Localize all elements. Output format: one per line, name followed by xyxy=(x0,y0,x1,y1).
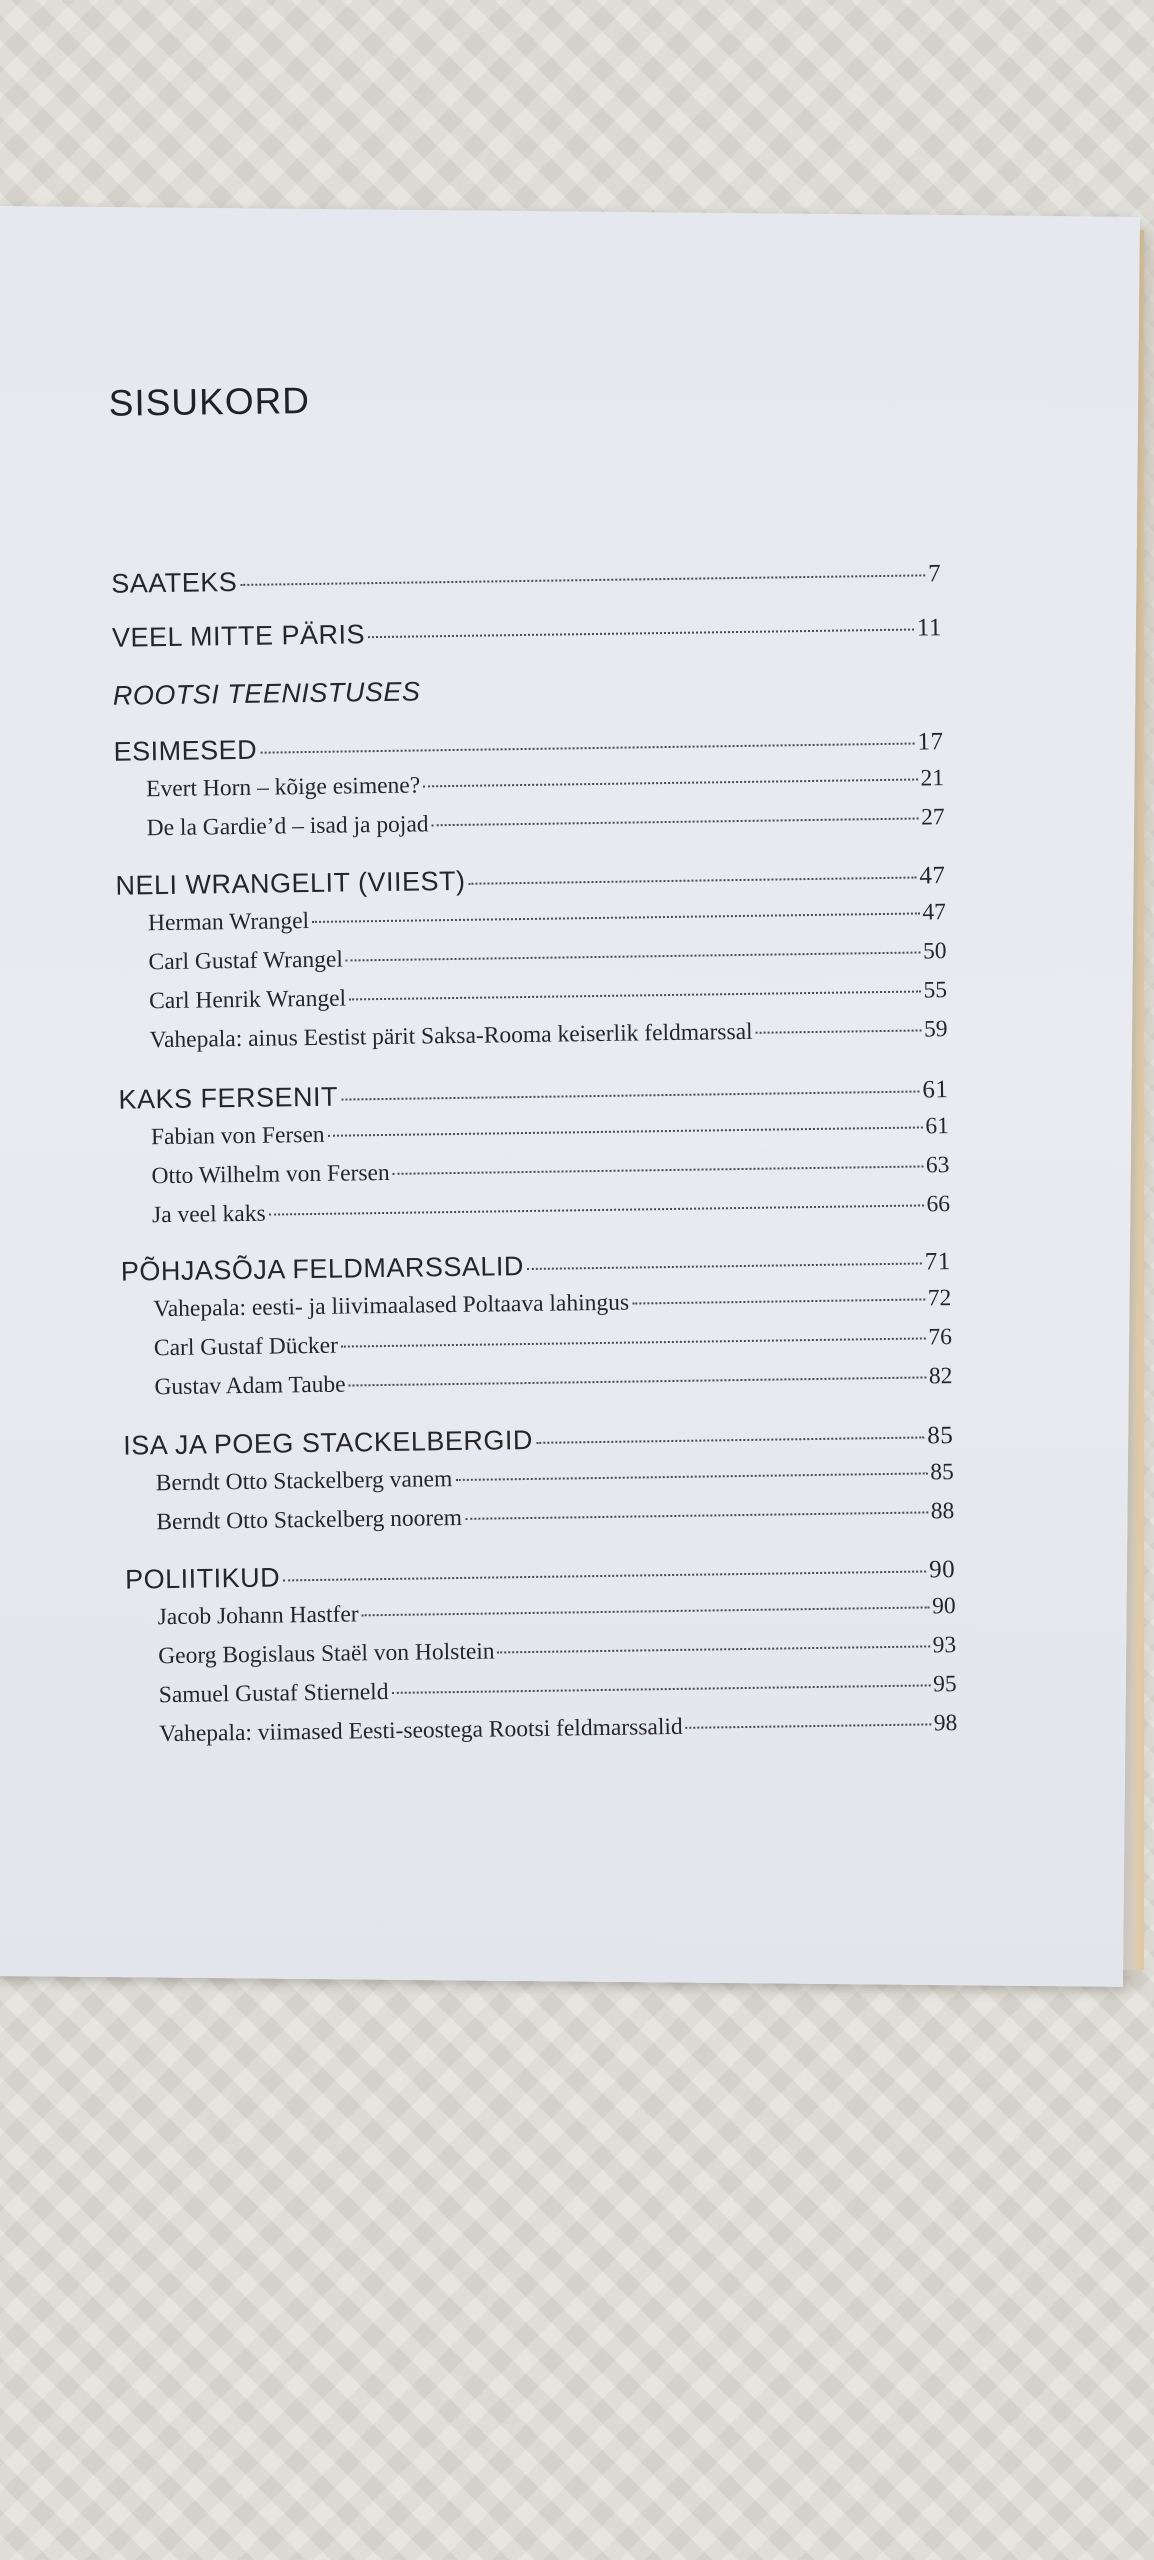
toc-entry-page: 50 xyxy=(922,938,947,965)
toc-entry-label: VEEL MITTE PÄRIS xyxy=(111,619,366,653)
dot-leader xyxy=(455,1472,927,1481)
toc-entry-label: ESIMESED xyxy=(113,734,258,767)
dot-leader xyxy=(341,1091,919,1101)
toc-entry xyxy=(156,1459,954,1497)
section-heading: ROOTSI TEENISTUSES xyxy=(112,676,421,711)
toc-entry-page: 93 xyxy=(932,1632,957,1659)
toc-entry xyxy=(115,859,945,902)
toc-entry-label: POLIITIKUD xyxy=(124,1562,281,1595)
dot-leader xyxy=(341,1337,925,1347)
toc-entry xyxy=(154,1324,952,1362)
toc-entry xyxy=(112,611,942,654)
dot-leader xyxy=(260,743,914,754)
toc-entry-label: Vahepala: viimased Eesti-seostega Rootsi feldmarssalid xyxy=(159,1713,683,1748)
toc-entry xyxy=(149,977,947,1015)
book-page xyxy=(0,206,1140,1987)
toc-entry-label: Carl Henrik Wrangel xyxy=(148,985,347,1015)
dot-leader xyxy=(498,1645,930,1653)
toc-entry-page: 71 xyxy=(924,1248,951,1276)
toc-entry-label: Fabian von Fersen xyxy=(150,1121,325,1151)
toc-entry xyxy=(158,1632,956,1670)
toc-entry-page: 76 xyxy=(928,1324,953,1351)
dot-leader xyxy=(349,990,920,1000)
toc-entry-page: 90 xyxy=(928,1556,956,1584)
toc-entry-page: 21 xyxy=(920,765,945,792)
toc-entry-page: 61 xyxy=(925,1113,950,1140)
toc-entry xyxy=(146,765,944,803)
toc-entry-label: Berndt Otto Stackelberg vanem xyxy=(155,1466,453,1497)
toc-entry-label: SAATEKS xyxy=(111,566,238,599)
toc-entry-page: 85 xyxy=(930,1459,954,1486)
toc-entry-page: 63 xyxy=(925,1152,950,1179)
dot-leader xyxy=(756,1029,921,1033)
toc-entry xyxy=(146,804,944,842)
toc-entry-page: 7 xyxy=(928,560,942,588)
toc-entry-label: Georg Bogislaus Staël von Holstein xyxy=(158,1638,495,1670)
toc-entry-page: 47 xyxy=(919,862,946,890)
dot-leader xyxy=(240,574,925,586)
toc-entry xyxy=(153,1285,951,1323)
toc-entry xyxy=(159,1671,957,1709)
toc-entry-page: 61 xyxy=(922,1076,949,1104)
dot-leader xyxy=(362,1606,929,1616)
toc-entry-page: 90 xyxy=(931,1593,956,1620)
toc-entry xyxy=(151,1152,949,1190)
toc-entry-label: De la Gardie’d – isad ja pojad xyxy=(146,811,429,842)
toc-entry-label: Vahepala: eesti- ja liivimaalased Poltaava lahingus xyxy=(153,1289,630,1323)
toc-entry xyxy=(121,1245,951,1288)
page-title: SISUKORD xyxy=(108,379,311,424)
toc-entry-label: Carl Gustaf Wrangel xyxy=(148,946,344,976)
dot-leader xyxy=(465,1511,928,1519)
toc-entry-label: ISA JA POEG STACKELBERGID xyxy=(123,1424,534,1461)
toc-entry-page: 85 xyxy=(927,1422,954,1450)
table-of-contents xyxy=(96,195,958,1748)
toc-entry-label: Vahepala: ainus Eestist pärit Saksa-Rooma keiserlik feldmarssal xyxy=(149,1018,753,1054)
dot-leader xyxy=(391,1684,930,1694)
toc-entry xyxy=(149,1016,947,1054)
toc-entry-label: NELI WRANGELIT (VIIEST) xyxy=(115,865,466,901)
dot-leader xyxy=(423,779,917,788)
dot-leader xyxy=(536,1436,924,1443)
toc-entry xyxy=(123,1419,953,1462)
toc-entry-label: Jacob Johann Hastfer xyxy=(157,1601,359,1631)
toc-entry-label: Otto Wilhelm von Fersen xyxy=(151,1159,390,1190)
toc-entry-page: 11 xyxy=(916,614,943,642)
toc-entry-page: 66 xyxy=(926,1191,951,1218)
dot-leader xyxy=(328,1126,923,1136)
toc-entry xyxy=(156,1498,954,1536)
dot-leader xyxy=(368,629,914,639)
toc-entry xyxy=(151,1113,949,1151)
toc-entry xyxy=(158,1593,956,1631)
dot-leader xyxy=(312,912,919,922)
dot-leader xyxy=(432,818,919,827)
toc-entry xyxy=(118,1073,948,1116)
dot-leader xyxy=(632,1298,925,1304)
toc-entry-page: 72 xyxy=(927,1285,952,1312)
dot-leader xyxy=(283,1570,926,1581)
toc-entry-page: 17 xyxy=(917,728,944,756)
toc-entry xyxy=(148,899,946,937)
toc-entry-page: 98 xyxy=(933,1710,958,1737)
toc-entry-label: KAKS FERSENIT xyxy=(118,1081,339,1115)
dot-leader xyxy=(527,1262,922,1270)
toc-entry xyxy=(125,1553,955,1596)
dot-leader xyxy=(393,1165,923,1174)
dot-leader xyxy=(469,877,917,885)
toc-entry-page: 27 xyxy=(920,804,945,831)
toc-entry-label: Gustav Adam Taube xyxy=(154,1371,346,1401)
toc-entry xyxy=(154,1363,952,1401)
toc-entry-page: 95 xyxy=(933,1671,957,1698)
toc-entry-label: Herman Wrangel xyxy=(147,908,310,937)
dot-leader xyxy=(686,1723,931,1728)
toc-entry-page: 82 xyxy=(928,1363,953,1390)
toc-entry-label: Samuel Gustaf Stierneld xyxy=(158,1678,389,1709)
toc-entry xyxy=(159,1710,957,1748)
toc-entry xyxy=(148,938,946,976)
toc-entry-label: PÕHJASÕJA FELDMARSSALID xyxy=(120,1251,525,1287)
toc-entry-label: Carl Gustaf Dücker xyxy=(153,1332,339,1362)
toc-entry xyxy=(111,557,941,600)
toc-entry-page: 59 xyxy=(923,1016,948,1043)
toc-entry-page: 88 xyxy=(930,1498,955,1525)
toc-entry xyxy=(152,1191,950,1229)
dot-leader xyxy=(346,951,920,961)
toc-entry-page: 55 xyxy=(923,977,948,1004)
toc-entry-label: Ja veel kaks xyxy=(151,1200,266,1229)
dot-leader xyxy=(269,1204,924,1215)
toc-entry-label: Evert Horn – kõige esimene? xyxy=(145,772,421,803)
toc-entry xyxy=(113,725,943,768)
toc-entry-label: Berndt Otto Stackelberg noorem xyxy=(156,1504,463,1536)
toc-entry-page: 47 xyxy=(922,899,947,926)
dot-leader xyxy=(349,1376,926,1386)
